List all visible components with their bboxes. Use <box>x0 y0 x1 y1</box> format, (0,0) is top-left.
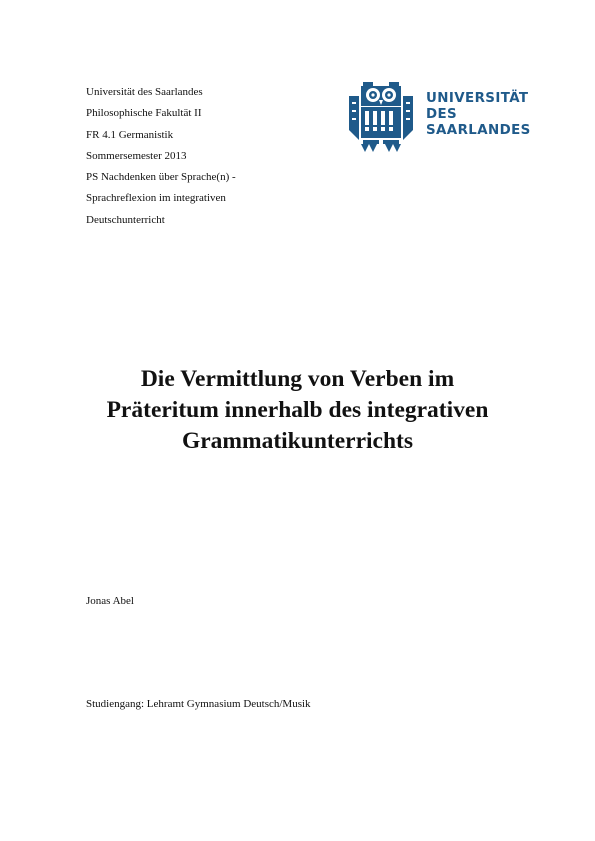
header-line: FR 4.1 Germanistik <box>86 128 174 141</box>
title-line: Die Vermittlung von Verben im <box>140 366 455 392</box>
header-line: PS Nachdenken über Sprache(n) - <box>86 171 236 184</box>
institution-header <box>86 82 346 231</box>
title-line: Präteritum innerhalb des integrativen <box>106 397 489 423</box>
logo-line: DES <box>426 107 458 122</box>
header-line: Philosophische Fakultät II <box>86 107 202 120</box>
document-title <box>60 364 535 457</box>
title-line: Grammatikunterrichts <box>181 428 414 454</box>
owl-icon <box>349 80 413 152</box>
logo-line: SAARLANDES <box>426 123 531 138</box>
header-line: Sprachreflexion im integrativen <box>86 192 226 205</box>
study-program: Studiengang: Lehramt Gymnasium Deutsch/Musik <box>86 698 311 710</box>
header-line: Universität des Saarlandes <box>86 86 203 98</box>
logo-line: UNIVERSITÄT <box>426 91 529 106</box>
logo-wordmark <box>426 91 531 139</box>
university-logo <box>349 80 529 152</box>
header-line: Sommersemester 2013 <box>86 149 187 162</box>
header-line: Deutschunterricht <box>86 213 165 226</box>
author-name: Jonas Abel <box>86 595 134 607</box>
